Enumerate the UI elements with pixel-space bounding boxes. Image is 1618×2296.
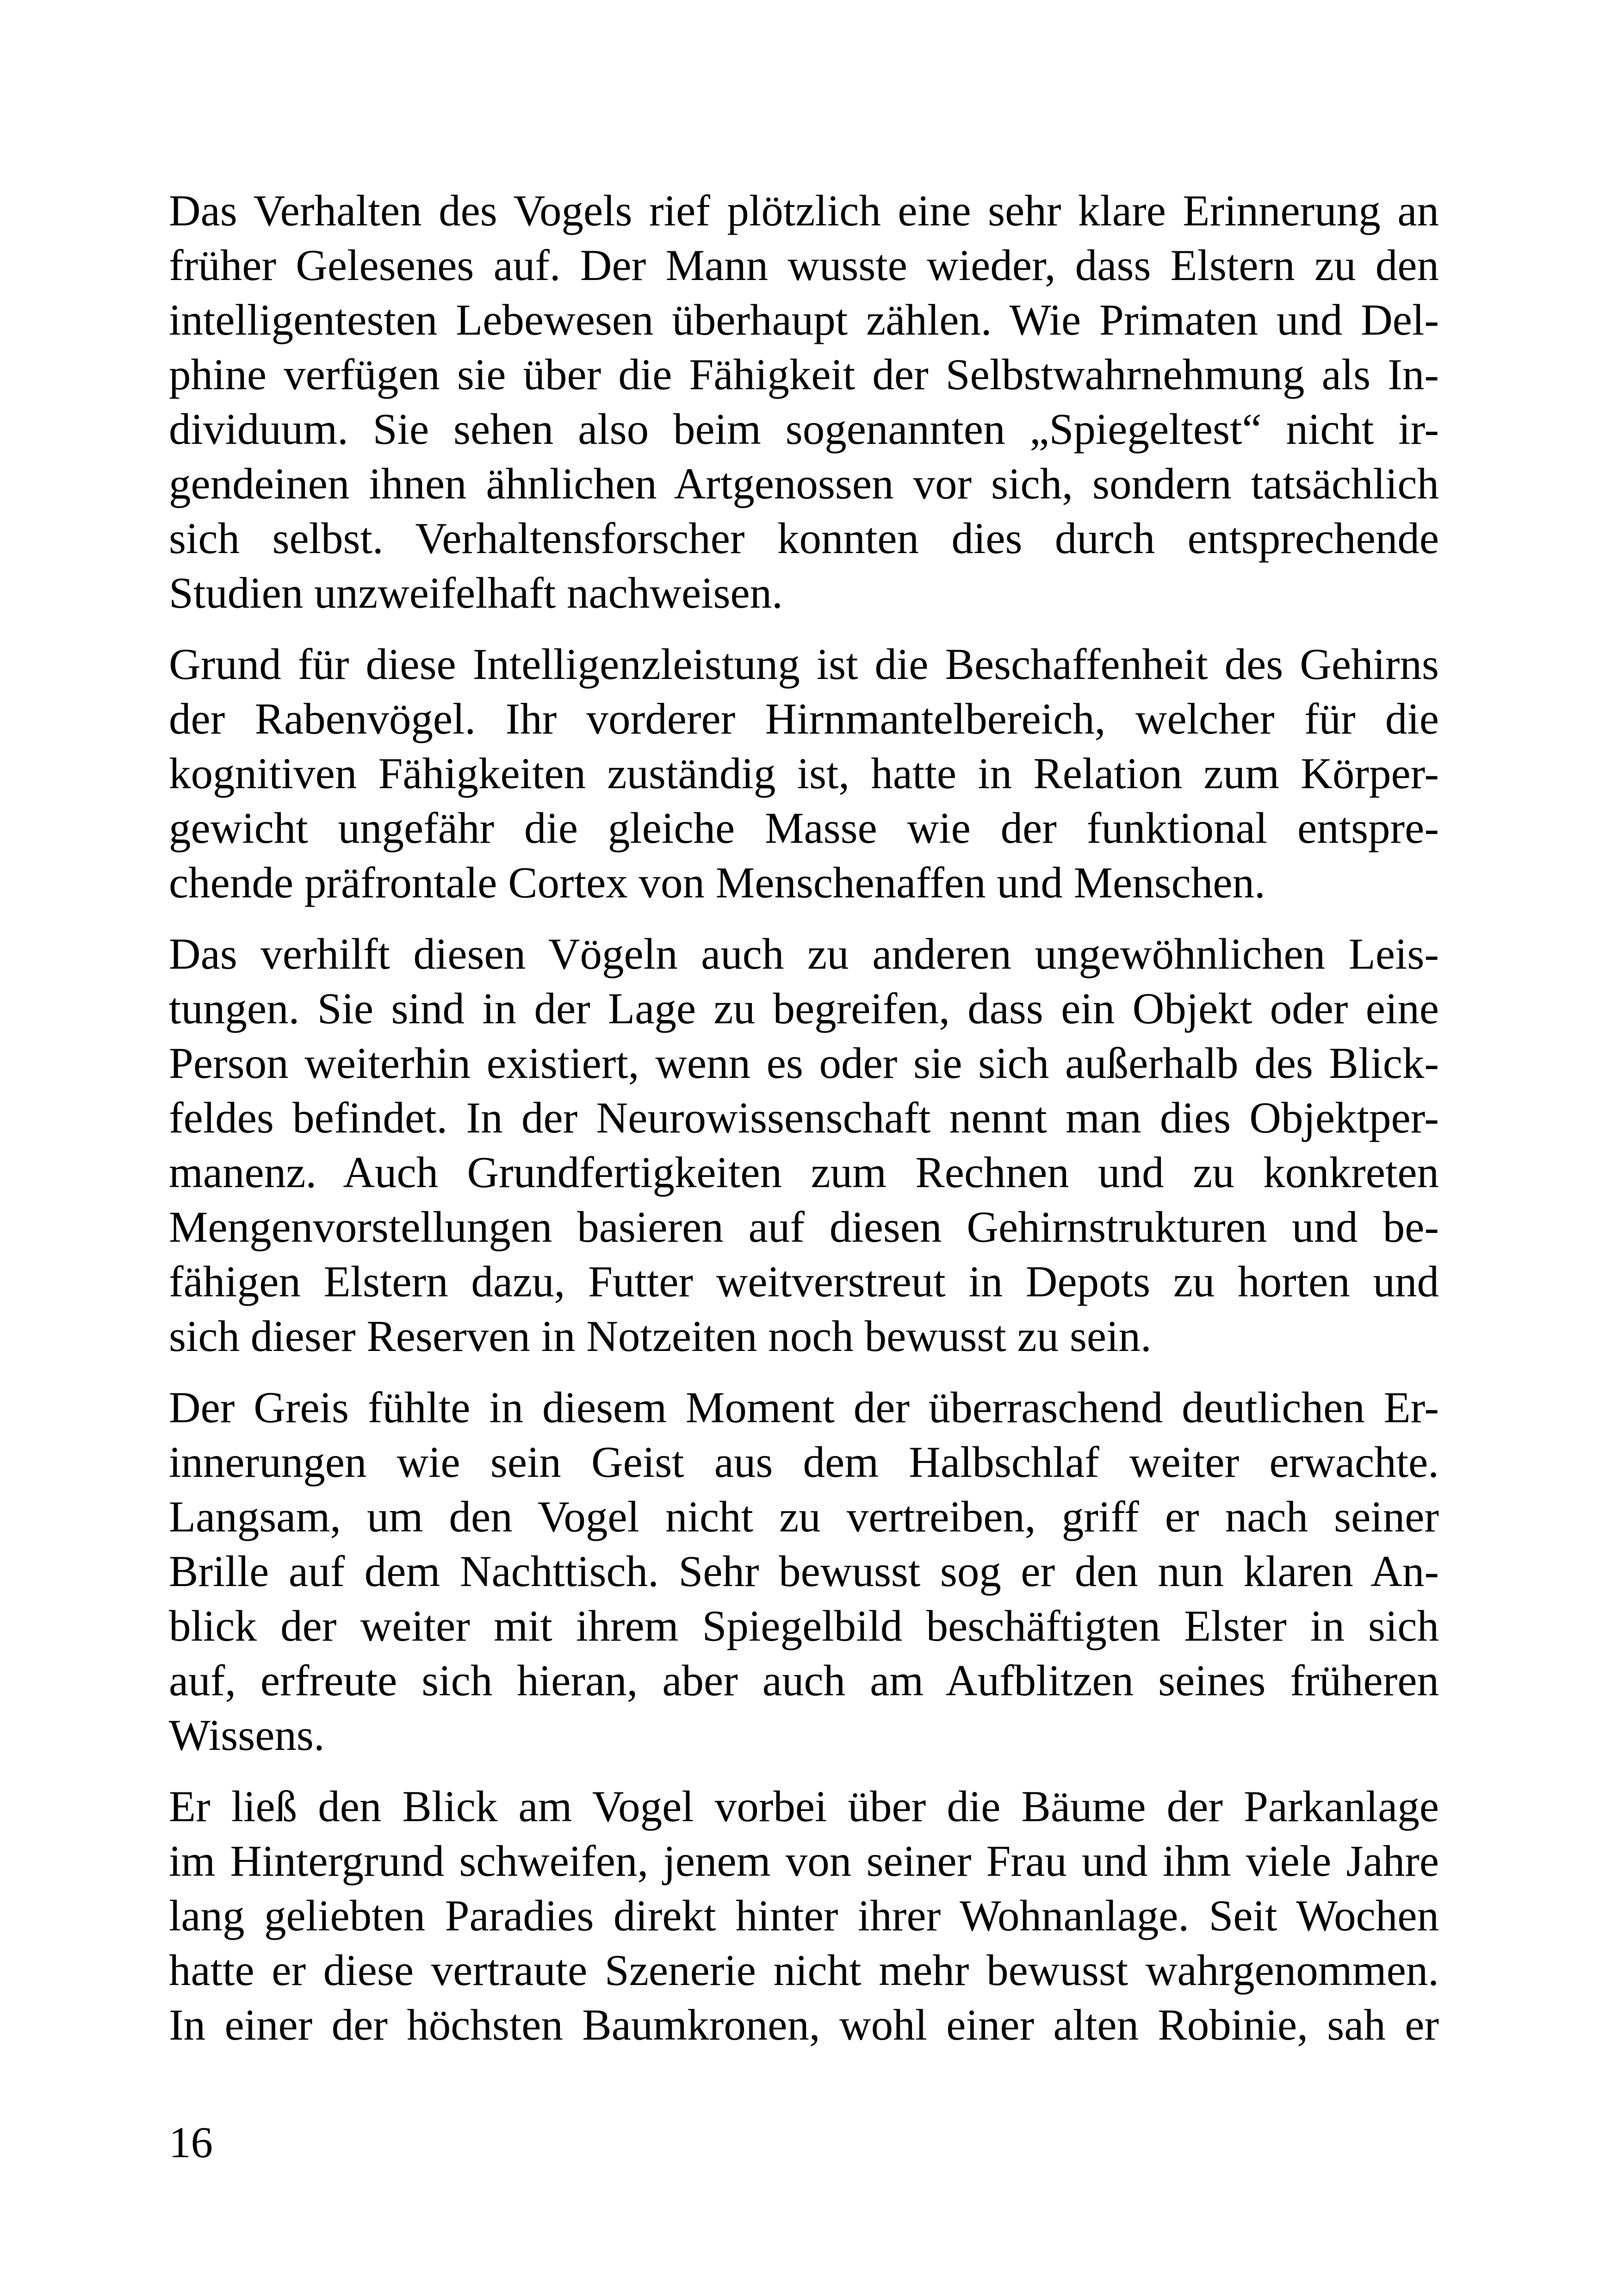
paragraph-4 xyxy=(169,1380,1439,1762)
text-line: auf, erfreute sich hieran, aber auch am Aufblitzen seines früheren xyxy=(169,1656,1439,1705)
text-line: lang geliebten Paradies direkt hinter ihrer Wohnanlage. Seit Wochen xyxy=(169,1891,1439,1940)
text-line: hatte er diese vertraute Szenerie nicht mehr bewusst wahrgenommen. xyxy=(169,1946,1439,1995)
text-line: Studien unzweifelhaft nachweisen. xyxy=(169,568,783,617)
paragraph-5 xyxy=(169,1779,1439,2052)
text-line: gendeinen ihnen ähnlichen Artgenossen vor sich, sondern tatsächlich xyxy=(169,459,1439,508)
text-line: der Rabenvögel. Ihr vorderer Hirnmantelbereich, welcher für die xyxy=(169,694,1439,743)
text-line: Das Verhalten des Vogels rief plötzlich eine sehr klare Erinnerung an xyxy=(169,186,1439,235)
text-line: Er ließ den Blick am Vogel vorbei über die Bäume der Parkanlage xyxy=(169,1782,1439,1831)
text-line: Der Greis fühlte in diesem Moment der überraschend deutlichen Er- xyxy=(169,1383,1439,1432)
text-line: Das verhilft diesen Vögeln auch zu anderen ungewöhnlichen Leis- xyxy=(169,929,1439,978)
text-line: sich selbst. Verhaltensforscher konnten dies durch entsprechende xyxy=(169,514,1439,563)
text-line: Mengenvorstellungen basieren auf diesen Gehirnstrukturen und be- xyxy=(169,1202,1439,1251)
text-line: Langsam, um den Vogel nicht zu vertreiben, griff er nach seiner xyxy=(169,1492,1439,1541)
text-line: manenz. Auch Grundfertigkeiten zum Rechnen und zu konkreten xyxy=(169,1148,1439,1197)
paragraph-1 xyxy=(169,183,1439,620)
paragraph-3 xyxy=(169,927,1439,1363)
text-line: feldes befindet. In der Neurowissenschaft nennt man dies Objektper- xyxy=(169,1093,1439,1142)
page-body xyxy=(169,183,1439,2069)
text-line: gewicht ungefähr die gleiche Masse wie der funktional entspre- xyxy=(169,803,1439,852)
text-line: blick der weiter mit ihrem Spiegelbild beschäftigten Elster in sich xyxy=(169,1601,1439,1650)
text-line: dividuum. Sie sehen also beim sogenannten „Spiegeltest“ nicht ir- xyxy=(169,404,1439,454)
text-line: im Hintergrund schweifen, jenem von seiner Frau und ihm viele Jahre xyxy=(169,1836,1439,1885)
text-line: sich dieser Reserven in Notzeiten noch bewusst zu sein. xyxy=(169,1312,1152,1361)
text-line: früher Gelesenes auf. Der Mann wusste wieder, dass Elstern zu den xyxy=(169,241,1439,290)
text-line: innerungen wie sein Geist aus dem Halbschlaf weiter erwachte. xyxy=(169,1437,1439,1487)
text-line: fähigen Elstern dazu, Futter weitverstreut in Depots zu horten und xyxy=(169,1257,1439,1306)
text-line: chende präfrontale Cortex von Menschenaffen und Menschen. xyxy=(169,858,1265,907)
text-line: Grund für diese Intelligenzleistung ist die Beschaffenheit des Gehirns xyxy=(169,640,1439,689)
text-line: kognitiven Fähigkeiten zuständig ist, hatte in Relation zum Körper- xyxy=(169,749,1439,798)
text-line: Wissens. xyxy=(169,1711,325,1760)
page-number: 16 xyxy=(169,2118,213,2167)
text-line: tungen. Sie sind in der Lage zu begreifen, dass ein Objekt oder eine xyxy=(169,984,1439,1033)
text-line: intelligentesten Lebewesen überhaupt zählen. Wie Primaten und Del- xyxy=(169,295,1439,344)
text-line: Person weiterhin existiert, wenn es oder sie sich außerhalb des Blick- xyxy=(169,1039,1439,1088)
text-line: In einer der höchsten Baumkronen, wohl einer alten Robinie, sah er xyxy=(169,2000,1439,2049)
text-line: phine verfügen sie über die Fähigkeit der Selbstwahrnehmung als In- xyxy=(169,350,1439,399)
paragraph-2 xyxy=(169,637,1439,910)
text-line: Brille auf dem Nachttisch. Sehr bewusst sog er den nun klaren An- xyxy=(169,1547,1439,1596)
